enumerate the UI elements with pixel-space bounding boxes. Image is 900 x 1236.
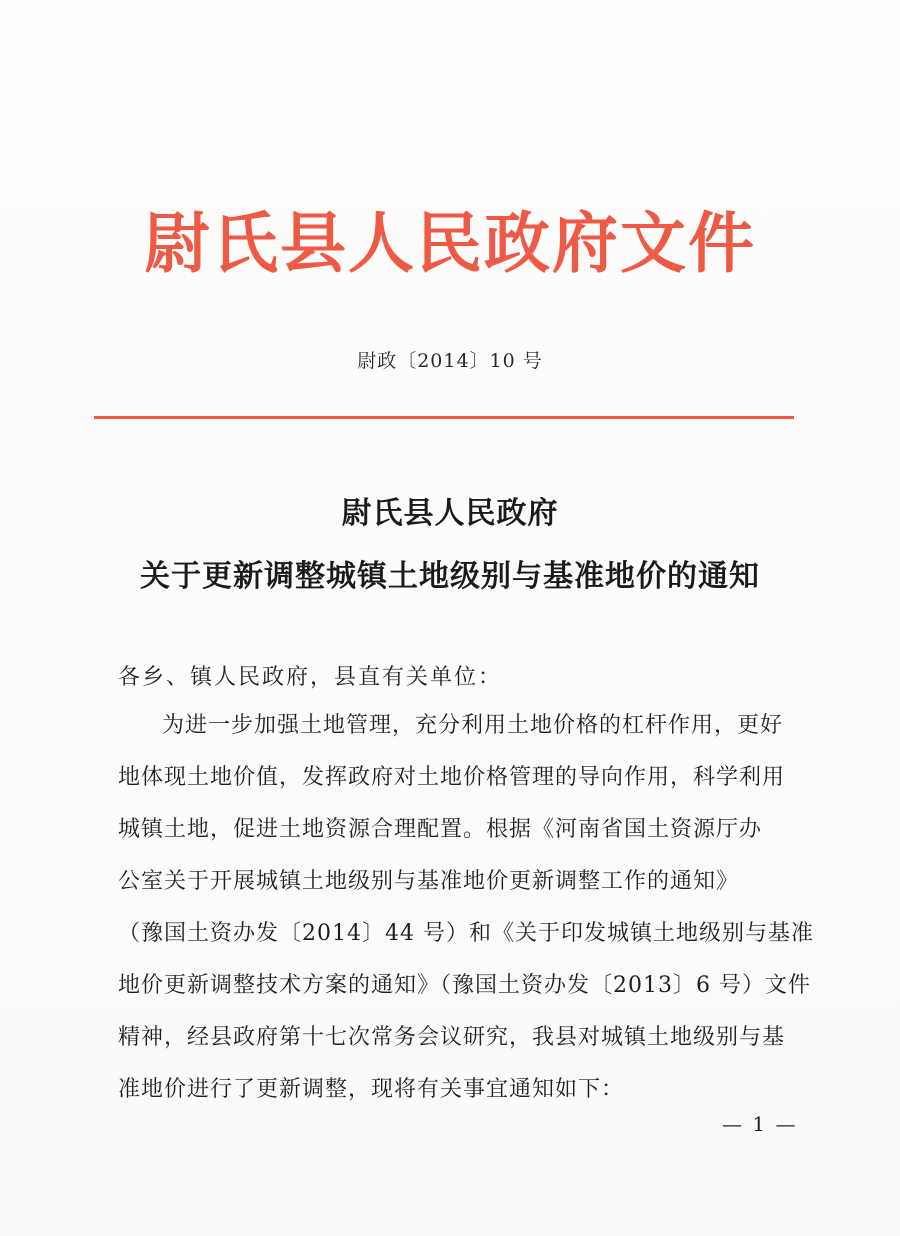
body-paragraph: [118, 700, 814, 1116]
body-line: 公室关于开展城镇土地级别与基准地价更新调整工作的通知》: [118, 869, 740, 894]
body-line: 城镇土地，促进土地资源合理配置。根据《河南省国土资源厅办: [118, 817, 763, 842]
body-line: 准地价进行了更新调整，现将有关事宜通知如下：: [118, 1077, 625, 1102]
body-line: 为进一步加强土地管理，充分利用土地价格的杠杆作用，更好: [162, 713, 784, 738]
salutation: 各乡、镇人民政府，县直有关单位：: [118, 665, 503, 690]
notice-title-issuer: 尉氏县人民政府: [341, 496, 559, 531]
document-number: 尉政〔2014〕10 号: [357, 350, 543, 372]
body-line: 地体现土地价值，发挥政府对土地价格管理的导向作用，科学利用: [118, 765, 786, 790]
red-divider-line: [94, 416, 794, 419]
page-number: — 1 —: [722, 1112, 798, 1136]
masthead-title: 尉氏县人民政府文件: [144, 204, 756, 282]
notice-title-subject: 关于更新调整城镇土地级别与基准地价的通知: [140, 559, 760, 594]
body-line: 地价更新调整技术方案的通知》（豫国土资办发〔2013〕6 号）文件: [118, 973, 811, 998]
body-line: （豫国土资办发〔2014〕44 号）和《关于印发城镇土地级别与基准: [118, 921, 814, 946]
body-line: 精神，经县政府第十七次常务会议研究，我县对城镇土地级别与基: [118, 1025, 786, 1050]
